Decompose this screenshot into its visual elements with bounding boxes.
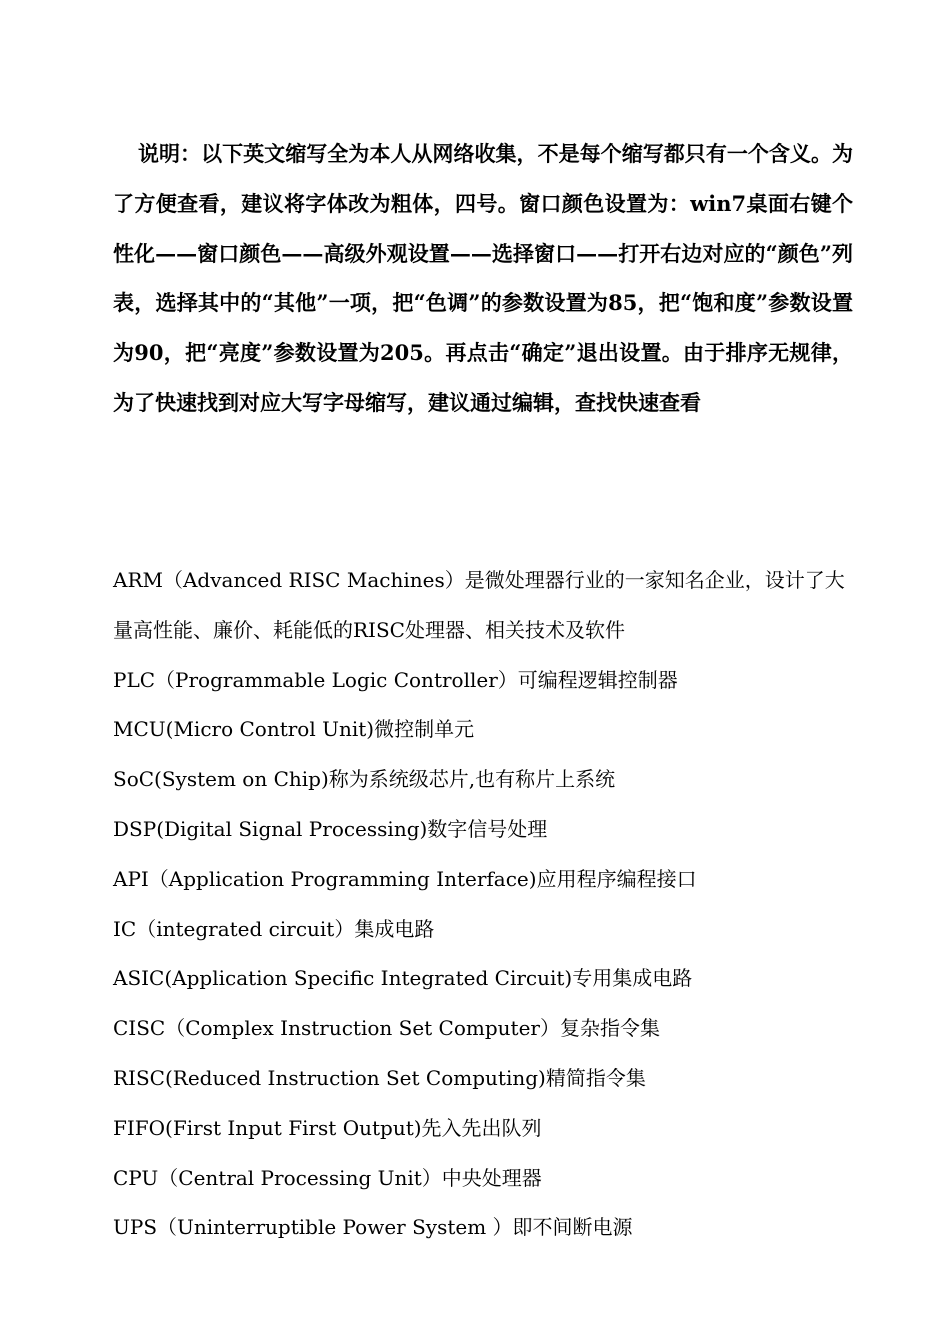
abbreviation-entry: RISC(Reduced Instruction Set Computing)精简指令集 (113, 1065, 646, 1090)
abbreviation-entry: IC（integrated circuit）集成电路 (113, 916, 435, 941)
abbreviation-entry: API（Application Programming Interface)应用程序编程接口 (113, 866, 697, 891)
intro-paragraph: 说明：以下英文缩写全为本人从网络收集，不是每个缩写都只有一个含义。为了方便查看，建议将字体改为粗体，四号。窗口颜色设置为：win7桌面右键个性化——窗口颜色——高级外观设置——选择窗口——打开右边对应的“颜色”列表，选择其中的“其他”一项，把“色调”的参数设置为85，把“饱和度”参数设置为90，把“亮度”参数设置为205。再点击“确定”退出设置。由于排序无规律，为了快速找到对应大写字母缩写，建议通过编辑，查找快速查看 (113, 141, 853, 415)
abbreviation-entry: SoC(System on Chip)称为系统级芯片,也有称片上系统 (113, 767, 616, 792)
abbreviation-entry: ASIC(Application Specific Integrated Circuit)专用集成电路 (113, 966, 693, 991)
abbreviation-entry: CPU（Central Processing Unit）中央处理器 (113, 1165, 542, 1190)
abbreviation-entry: MCU(Micro Control Unit)微控制单元 (113, 717, 475, 742)
abbreviation-entry: DSP(Digital Signal Processing)数字信号处理 (113, 816, 548, 841)
abbreviation-entry: ARM（Advanced RISC Machines）是微处理器行业的一家知名企业，设计了大量高性能、廉价、耗能低的RISC处理器、相关技术及软件 (113, 568, 845, 642)
abbreviation-entry: UPS（Uninterruptible Power System ）即不间断电源 (113, 1215, 633, 1240)
abbreviation-entry: CISC（Complex Instruction Set Computer）复杂指令集 (113, 1016, 660, 1041)
abbreviation-entry: FIFO(First Input First Output)先入先出队列 (113, 1115, 542, 1140)
abbreviation-list (113, 556, 853, 1253)
abbreviation-entry: PLC（Programmable Logic Controller）可编程逻辑控制器 (113, 667, 678, 692)
